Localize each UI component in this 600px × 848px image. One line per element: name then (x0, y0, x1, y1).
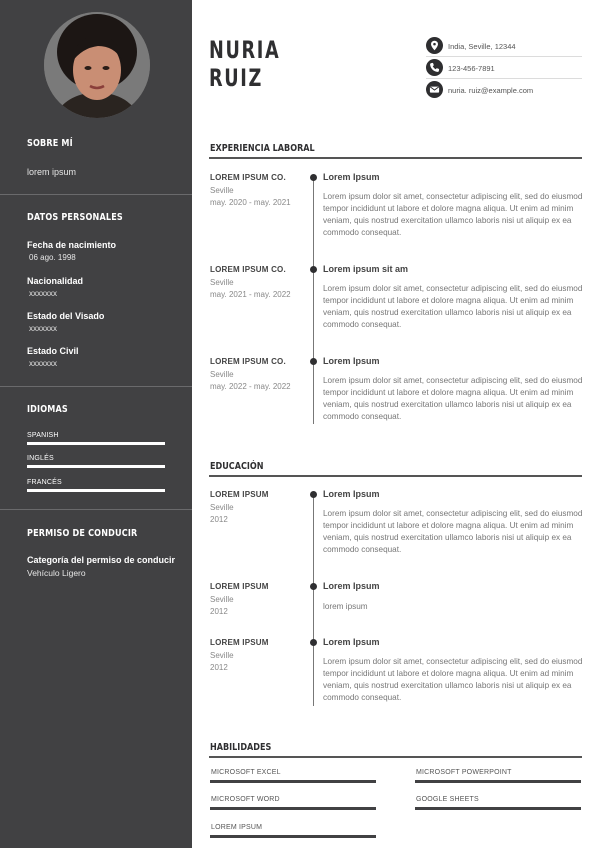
personal-label: Nacionalidad (27, 276, 84, 286)
sidebar (0, 0, 192, 848)
personal-label: Estado del Visado (27, 311, 105, 321)
divider (0, 386, 192, 387)
skill-level-bar (415, 780, 581, 783)
language-label: SPANISH (27, 432, 59, 439)
divider (426, 56, 582, 57)
skill-label: MICROSOFT POWERPOINT (416, 769, 512, 776)
degree-title: Lorem Ipsum (323, 581, 380, 591)
entry-description: Lorem ipsum dolor sit amet, consectetur adipiscing elit, sed do eiusmod tempor incididunt ut labore et dolore magna aliqua. Ut enim ad minim veniam, quis nostrud exercitation ullamco laboris nisi ut aliquip ex ea commodo consequat. (323, 284, 583, 329)
phone-icon (426, 59, 443, 76)
contact-phone: 123-456-7891 (448, 64, 495, 73)
entry-city: Seville (210, 370, 234, 379)
language-level-bar (27, 442, 165, 445)
personal-value: xxxxxxx (29, 289, 57, 298)
personal-label: Estado Civil (27, 346, 79, 356)
timeline-dot (310, 266, 317, 273)
skill-label: GOOGLE SHEETS (416, 796, 479, 803)
entry-description: Lorem ipsum dolor sit amet, consectetur adipiscing elit, sed do eiusmod tempor incididunt ut labore et dolore magna aliqua. Ut enim ad minim veniam, quis nostrud exercitation ullamco laboris nisi ut aliquip ex ea commodo consequat. (323, 509, 583, 554)
entry-city: Seville (210, 503, 234, 512)
timeline-dot (310, 583, 317, 590)
language-level-bar (27, 489, 165, 492)
entry-city: Seville (210, 186, 234, 195)
section-title-languages: IDIOMAS (27, 404, 68, 415)
personal-value: xxxxxxx (29, 324, 57, 333)
personal-value: 06 ago. 1998 (29, 253, 76, 262)
degree-title: Lorem Ipsum (323, 489, 380, 499)
section-title-experience: EXPERIENCIA LABORAL (210, 143, 315, 154)
timeline-line (313, 494, 314, 706)
personal-value: xxxxxxx (29, 359, 57, 368)
profile-photo (44, 12, 150, 118)
entry-city: Seville (210, 651, 234, 660)
skill-label: LOREM IPSUM (211, 824, 263, 831)
skill-level-bar (210, 807, 376, 810)
skill-label: MICROSOFT WORD (211, 796, 280, 803)
entry-description: Lorem ipsum dolor sit amet, consectetur adipiscing elit, sed do eiusmod tempor incididunt ut labore et dolore magna aliqua. Ut enim ad minim veniam, quis nostrud exercitation ullamco laboris nisi ut aliquip ex ea commodo consequat. (323, 657, 583, 702)
contact-address: India, Seville, 12344 (448, 42, 516, 51)
entry-year: 2012 (210, 515, 228, 524)
section-title-license: PERMISO DE CONDUCIR (27, 528, 138, 539)
entry-city: Seville (210, 278, 234, 287)
timeline-line (313, 176, 314, 424)
timeline-dot (310, 639, 317, 646)
divider (0, 194, 192, 195)
skill-level-bar (210, 780, 376, 783)
email-icon (426, 81, 443, 98)
entry-city: Seville (210, 595, 234, 604)
divider (426, 78, 582, 79)
section-title-skills: HABILIDADES (210, 742, 272, 753)
timeline-dot (310, 491, 317, 498)
school-name: LOREM IPSUM (210, 582, 269, 591)
entry-description: Lorem ipsum dolor sit amet, consectetur adipiscing elit, sed do eiusmod tempor incididunt ut labore et dolore magna aliqua. Ut enim ad minim veniam, quis nostrud exercitation ullamco laboris nisi ut aliquip ex ea commodo consequat. (323, 192, 583, 237)
location-pin-icon (426, 37, 443, 54)
company-name: LOREM IPSUM CO. (210, 357, 286, 366)
timeline-dot (310, 174, 317, 181)
entry-description: Lorem ipsum dolor sit amet, consectetur adipiscing elit, sed do eiusmod tempor incididunt ut labore et dolore magna aliqua. Ut enim ad minim veniam, quis nostrud exercitation ullamco laboris nisi ut aliquip ex ea commodo consequat. (323, 376, 583, 421)
first-name: NURIA (209, 36, 281, 64)
degree-title: Lorem Ipsum (323, 637, 380, 647)
personal-label: Fecha de nacimiento (27, 240, 117, 250)
school-name: LOREM IPSUM (210, 490, 269, 499)
entry-year: 2012 (210, 607, 228, 616)
role-title: Lorem ipsum sit am (323, 264, 409, 274)
language-label: INGLÉS (27, 455, 54, 462)
contact-email: nuria. ruiz@example.com (448, 86, 534, 95)
skill-label: MICROSOFT EXCEL (211, 769, 281, 776)
license-value: Vehículo Ligero (27, 568, 86, 578)
section-title-education: EDUCACIÓN (210, 461, 264, 472)
section-title-personal: DATOS PERSONALES (27, 212, 123, 223)
entry-dates: may. 2020 - may. 2021 (210, 198, 291, 207)
entry-year: 2012 (210, 663, 228, 672)
entry-description: lorem ipsum (323, 602, 368, 611)
section-title-about: SOBRE MÍ (27, 138, 73, 149)
section-rule (209, 157, 582, 159)
entry-dates: may. 2022 - may. 2022 (210, 382, 291, 391)
language-level-bar (27, 465, 165, 468)
skill-level-bar (210, 835, 376, 838)
role-title: Lorem Ipsum (323, 172, 380, 182)
company-name: LOREM IPSUM CO. (210, 265, 286, 274)
language-label: FRANCÉS (27, 479, 62, 486)
role-title: Lorem Ipsum (323, 356, 380, 366)
school-name: LOREM IPSUM (210, 638, 269, 647)
section-rule (209, 756, 582, 758)
timeline-dot (310, 358, 317, 365)
divider (0, 509, 192, 510)
company-name: LOREM IPSUM CO. (210, 173, 286, 182)
skill-level-bar (415, 807, 581, 810)
entry-dates: may. 2021 - may. 2022 (210, 290, 291, 299)
section-rule (209, 475, 582, 477)
license-label: Categoría del permiso de conducir (27, 555, 176, 565)
about-text: lorem ipsum (27, 167, 77, 177)
last-name: RUIZ (209, 64, 263, 92)
